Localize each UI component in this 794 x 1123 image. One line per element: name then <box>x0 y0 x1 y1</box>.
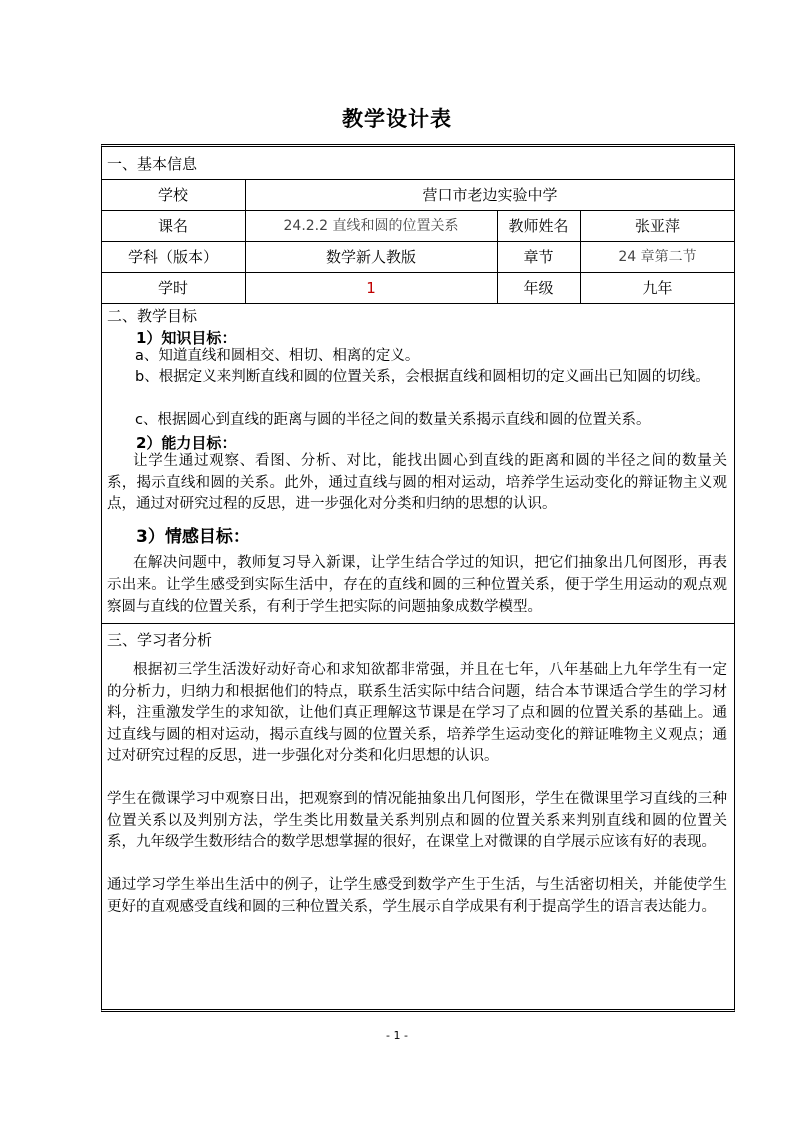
subject-value: 数学新人教版 <box>325 248 416 266</box>
knowledge-objective-heading: 1）知识目标： <box>136 329 237 347</box>
rule <box>101 623 735 624</box>
course-label: 课名 <box>157 217 188 235</box>
school-label: 学校 <box>157 186 188 204</box>
chapter-value: 24 章第二节 <box>618 249 697 265</box>
rule <box>101 179 735 180</box>
document-title: 教学设计表 <box>342 107 452 131</box>
hours-value: 1 <box>366 279 376 297</box>
knowledge-objective-b: b、根据定义来判断直线和圆的位置关系，会根据直线和圆相切的定义画出已知圆的切线。 <box>135 369 710 385</box>
section-objectives-heading: 二、教学目标 <box>107 307 198 325</box>
grade-value: 九年 <box>642 279 673 297</box>
rule <box>101 241 735 242</box>
chapter-label: 章节 <box>523 248 554 266</box>
emotion-objective-heading: 3）情感目标： <box>136 527 250 547</box>
knowledge-objective-a: a、知道直线和圆相交、相切、相离的定义。 <box>135 348 420 364</box>
school-value: 营口市老边实验中学 <box>422 186 558 204</box>
rule <box>101 303 735 304</box>
learner-analysis-paragraph: 通过学习学生举出生活中的例子，让学生感受到数学产生于生活，与生活密切相关，并能使学生更好的直观感受直线和圆的三种位置关系，学生展示自学成果有利于提高学生的语言表达能力。 <box>107 877 727 915</box>
grade-label: 年级 <box>523 279 554 297</box>
section-basic-info-heading: 一、基本信息 <box>107 155 198 173</box>
ability-objective-text: 让学生通过观察、看图、分析、对比，能找出圆心到直线的距离和圆的半径之间的数量关系，揭示直线和圆的关系。此外，通过直线与圆的相对运动，培养学生运动变化的辩证物主义观点，通过对研究过程的反思，进一步强化对分类和归纳的思想的认识。 <box>107 453 727 512</box>
ability-objective-heading: 2）能力目标： <box>136 434 237 452</box>
rule <box>101 210 735 211</box>
hours-label: 学时 <box>157 279 188 297</box>
page-number: - 1 - <box>386 1029 408 1042</box>
rule <box>101 272 735 273</box>
teacher-label: 教师姓名 <box>508 217 569 235</box>
section-learner-analysis-heading: 三、学习者分析 <box>107 631 213 649</box>
emotion-objective-text: 在解决问题中，教师复习导入新课，让学生结合学过的知识，把它们抽象出几何图形，再表示出来。让学生感受到实际生活中，存在的直线和圆的三种位置关系，便于学生用运动的观点观察圆与直线的位置关系，有利于学生把实际的问题抽象成数学模型。 <box>107 555 727 615</box>
subject-label: 学科（版本） <box>127 248 218 266</box>
learner-analysis-paragraph: 根据初三学生活泼好动好奇心和求知欲都非常强，并且在七年，八年基础上九年学生有一定的分析力，归纳力和根据他们的特点，联系生活实际中结合问题，结合本节课适合学生的学习材料，注重激发学生的求知欲，让他们真正理解这节课是在学习了点和圆的位置关系的基础上。通过直线与圆的相对运动，揭示直线与圆的位置关系，培养学生运动变化的辩证唯物主义观点；通过对研究过程的反思，进一步强化对分类和化归思想的认识。 <box>107 662 727 764</box>
learner-analysis-paragraph: 学生在微课学习中观察日出，把观察到的情况能抽象出几何图形，学生在微课里学习直线的三种位置关系以及判别方法，学生类比用数量关系判别点和圆的位置关系来判别直线和圆的位置关系，九年级学生数形结合的数学思想掌握的很好，在课堂上对微课的自学展示应该有好的表现。 <box>107 791 727 850</box>
teacher-value: 张亚萍 <box>634 217 680 235</box>
course-value: 24.2.2 直线和圆的位置关系 <box>283 218 459 234</box>
knowledge-objective-c: c、根据圆心到直线的距离与圆的半径之间的数量关系揭示直线和圆的位置关系。 <box>135 412 651 428</box>
